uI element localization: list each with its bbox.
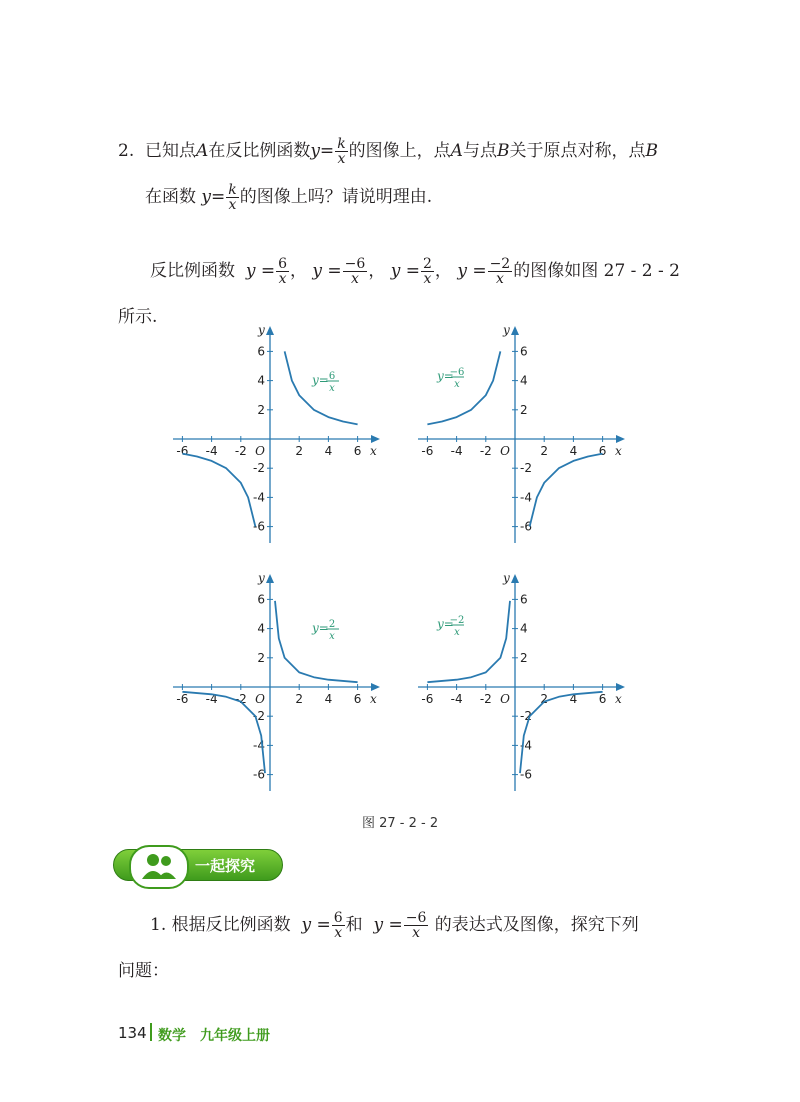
y-tick-label: 4 [257, 373, 265, 388]
y-axis-label: y [503, 323, 510, 337]
x-tick-label: 4 [324, 692, 333, 706]
curve-branch-negative-x [427, 351, 500, 424]
chart-y-2-over-x [170, 570, 385, 795]
x-axis-arrow [616, 435, 625, 443]
y-tick-label: -2 [253, 709, 265, 724]
y-axis-arrow [511, 326, 519, 335]
curve-branch-negative-x [182, 454, 255, 527]
x-tick-label: 4 [569, 444, 578, 458]
x-axis-arrow [616, 683, 625, 691]
y-tick-label: 2 [520, 402, 528, 417]
footer-divider [150, 1023, 152, 1041]
fraction-minus-6-over-x: $\frac{-6}{x}$ [405, 910, 427, 941]
curve-branch-negative-x [427, 601, 510, 682]
x-tick-label: -2 [234, 692, 247, 706]
equation-numerator: 2 [328, 619, 336, 630]
chart-y-minus-6-over-x [415, 322, 630, 547]
equation-denominator: x [329, 631, 335, 642]
curve-branch-positive-x [530, 454, 603, 527]
explore-1-line-1: 1. 根据反比例函数 y = $\frac{6}{x}$ 和 y = $\frac{-6}{x}$ 的表达式及图像，探究下列 [150, 910, 639, 941]
y-axis-arrow [266, 326, 274, 335]
problem-number: 2. [118, 141, 135, 161]
x-axis-label: x [370, 692, 377, 706]
chart-y-minus-2-over-x [415, 570, 630, 795]
x-tick-label: 6 [353, 692, 362, 706]
y-tick-label: 2 [520, 650, 528, 665]
y-tick-label: -4 [253, 490, 265, 505]
y-tick-label: -4 [520, 738, 532, 753]
y-tick-label: 4 [520, 621, 528, 636]
y-tick-label: -6 [253, 767, 265, 782]
x-tick-label: -6 [176, 692, 189, 706]
origin-label: O [255, 444, 265, 458]
problem-2-line-2: 在函数 y= $\frac{k}{x}$ 的图像上吗？请说明理由. [145, 182, 433, 213]
y-axis-arrow [266, 574, 274, 583]
origin-label: O [255, 692, 265, 706]
x-tick-label: -2 [234, 444, 247, 458]
y-tick-label: -4 [520, 490, 532, 505]
y-tick-label: 2 [257, 402, 265, 417]
y-axis-label: y [258, 571, 265, 585]
equation-label [311, 619, 339, 642]
fraction-6-over-x: $\frac{6}{x}$ [278, 256, 287, 287]
book-title: 数学 九年级上册 [158, 1028, 270, 1044]
y-tick-label: -2 [520, 709, 532, 724]
y-axis-arrow [511, 574, 519, 583]
y-axis-label: y [258, 323, 265, 337]
fraction-2-over-x: $\frac{2}{x}$ [422, 256, 432, 287]
x-tick-label: -4 [205, 692, 218, 706]
x-tick-label: 2 [540, 444, 549, 458]
chart-y-6-over-x [170, 322, 385, 547]
y-tick-label: -6 [520, 767, 532, 782]
x-tick-label: 2 [540, 692, 549, 706]
equation-numerator: 6 [328, 371, 336, 382]
y-tick-label: -4 [253, 738, 265, 753]
equation-lhs: y= [437, 369, 454, 383]
x-tick-label: -2 [479, 692, 492, 706]
fraction-6-over-x: $\frac{6}{x}$ [333, 910, 343, 941]
y-tick-label: 6 [520, 592, 528, 607]
equation-lhs: y= [312, 621, 329, 635]
explore-1-line-2: 问题： [118, 961, 169, 981]
problem-2-line-1: 2. 已知点A在反比例函数y= $\frac{k}{x}$ 的图像上，点A与点B关于原点对称，点B [118, 136, 658, 167]
equation-denominator: x [454, 379, 460, 390]
x-tick-label: 6 [353, 444, 362, 458]
y-tick-label: -6 [520, 519, 532, 534]
equation-numerator: −2 [449, 615, 465, 626]
x-tick-label: -4 [205, 444, 218, 458]
x-tick-label: 6 [598, 444, 607, 458]
x-axis-label: x [615, 692, 622, 706]
equation-label [436, 615, 464, 638]
equation-label [311, 371, 339, 394]
fraction-k-over-x: $\frac{k}{x}$ [228, 182, 237, 213]
x-tick-label: -6 [421, 692, 434, 706]
equation-label [436, 367, 464, 390]
x-tick-label: 2 [295, 692, 304, 706]
curve-branch-negative-x [182, 692, 265, 773]
y-axis-label: y [503, 571, 510, 585]
x-tick-label: -4 [450, 692, 463, 706]
origin-label: O [500, 444, 510, 458]
y-tick-label: 4 [520, 373, 528, 388]
fraction-minus-2-over-x: $\frac{-2}{x}$ [489, 256, 511, 287]
y-tick-label: -6 [253, 519, 265, 534]
equation-lhs: y= [312, 373, 329, 387]
x-tick-label: -6 [176, 444, 189, 458]
curve-branch-positive-x [285, 351, 358, 424]
banner-label: 一起探究 [195, 857, 256, 875]
y-tick-label: 2 [257, 650, 265, 665]
x-tick-label: -4 [450, 444, 463, 458]
x-axis-label: x [370, 444, 377, 458]
fraction-minus-6-over-x: $\frac{-6}{x}$ [344, 256, 366, 287]
page-number: 134 [118, 1024, 147, 1042]
y-tick-label: -2 [253, 461, 265, 476]
x-axis-arrow [371, 683, 380, 691]
people-icon [129, 845, 189, 889]
x-axis-arrow [371, 435, 380, 443]
equation-lhs: y= [437, 617, 454, 631]
x-tick-label: 4 [324, 444, 333, 458]
x-tick-label: 6 [598, 692, 607, 706]
x-tick-label: -2 [479, 444, 492, 458]
origin-label: O [500, 692, 510, 706]
x-tick-label: 4 [569, 692, 578, 706]
equation-denominator: x [454, 627, 460, 638]
y-tick-label: 4 [257, 621, 265, 636]
x-axis-label: x [615, 444, 622, 458]
figure-caption: 图 27 - 2 - 2 [362, 816, 439, 831]
y-tick-label: 6 [257, 592, 265, 607]
section-banner [113, 845, 283, 881]
equation-numerator: −6 [449, 367, 465, 378]
y-tick-label: -2 [520, 461, 532, 476]
x-tick-label: -6 [421, 444, 434, 458]
equation-denominator: x [329, 383, 335, 394]
intro-line-2: 所示. [118, 307, 158, 327]
y-tick-label: 6 [257, 344, 265, 359]
curve-branch-positive-x [520, 692, 603, 773]
y-tick-label: 6 [520, 344, 528, 359]
intro-line-1: 反比例函数 y = $\frac{6}{x}$ ， y = $\frac{-6}{x}$ ， y = $\frac{2}{x}$ ， y = $\frac{-2}{x}$ 的图像如图 27 - 2 - 2 [150, 256, 680, 287]
curve-branch-positive-x [275, 601, 358, 682]
fraction-k-over-x: $\frac{k}{x}$ [337, 136, 346, 167]
x-tick-label: 2 [295, 444, 304, 458]
